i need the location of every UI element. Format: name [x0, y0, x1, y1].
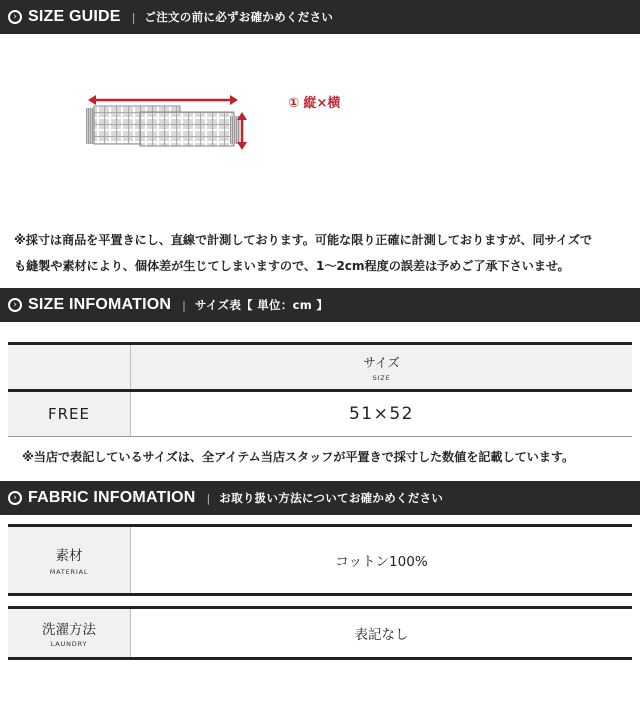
laundry-row	[8, 609, 632, 660]
size-table-corner	[8, 345, 131, 389]
measurement-note-line2: も縫製や素材により、個体差が生じてしまいますので、1〜2cm程度の誤差は予めご了承下さいませ。	[14, 259, 570, 273]
fabric-info-subtitle: お取り扱い方法についてお確かめください	[219, 491, 444, 505]
size-row-label-cell	[8, 392, 131, 436]
material-sublabel: MATERIAL	[49, 568, 89, 576]
size-row-value: 51×52	[348, 404, 414, 424]
chevron-right-icon: ›	[8, 491, 22, 505]
laundry-table	[8, 606, 632, 660]
material-value: コットン100%	[335, 554, 428, 570]
laundry-sublabel: LAUNDRY	[50, 640, 88, 648]
scarf-diagram	[80, 88, 250, 158]
header-separator: |	[182, 298, 186, 312]
material-label: 素材	[55, 548, 83, 564]
size-info-title: SIZE INFOMATION	[28, 296, 172, 313]
size-table	[8, 342, 632, 437]
size-row-label: FREE	[47, 405, 90, 423]
size-table-header-row	[8, 345, 632, 392]
size-row-value-cell	[131, 392, 632, 436]
material-table	[8, 524, 632, 596]
chevron-right-icon: ›	[8, 10, 22, 24]
laundry-value-cell	[131, 609, 632, 657]
material-row	[8, 527, 632, 596]
fabric-info-title: FABRIC INFOMATION	[28, 489, 196, 506]
size-guide-title: SIZE GUIDE	[28, 8, 121, 25]
laundry-value: 表記なし	[354, 627, 409, 643]
measurement-note-line1: ※採寸は商品を平置きにし、直線で計測しております。可能な限り正確に計測しておりますが、同サイズで	[14, 233, 592, 247]
laundry-label-cell	[8, 609, 131, 657]
diagram-label: ① 縦×横	[288, 96, 341, 111]
fabric-info-header	[0, 481, 640, 515]
size-table-header-cell	[131, 345, 632, 389]
size-info-header	[0, 288, 640, 322]
size-info-subtitle: サイズ表【 単位：cm 】	[194, 298, 329, 312]
size-guide-header	[0, 0, 640, 34]
material-value-cell	[131, 527, 632, 593]
size-header-label: サイズ	[363, 354, 400, 370]
size-note: ※当店で表記しているサイズは、全アイテム当店スタッフが平置きで採寸した数値を記載しています。	[22, 450, 575, 464]
size-header-sublabel: SIZE	[372, 373, 391, 382]
size-table-row	[8, 392, 632, 437]
measurement-note	[0, 227, 640, 279]
scarf-illustration	[80, 88, 250, 158]
header-separator: |	[131, 10, 136, 24]
size-guide-subtitle: ご注文の前に必ずお確かめください	[144, 10, 334, 24]
laundry-label: 洗濯方法	[42, 622, 96, 638]
material-label-cell	[8, 527, 131, 593]
header-separator: |	[206, 491, 211, 505]
chevron-right-icon: ›	[8, 298, 22, 312]
